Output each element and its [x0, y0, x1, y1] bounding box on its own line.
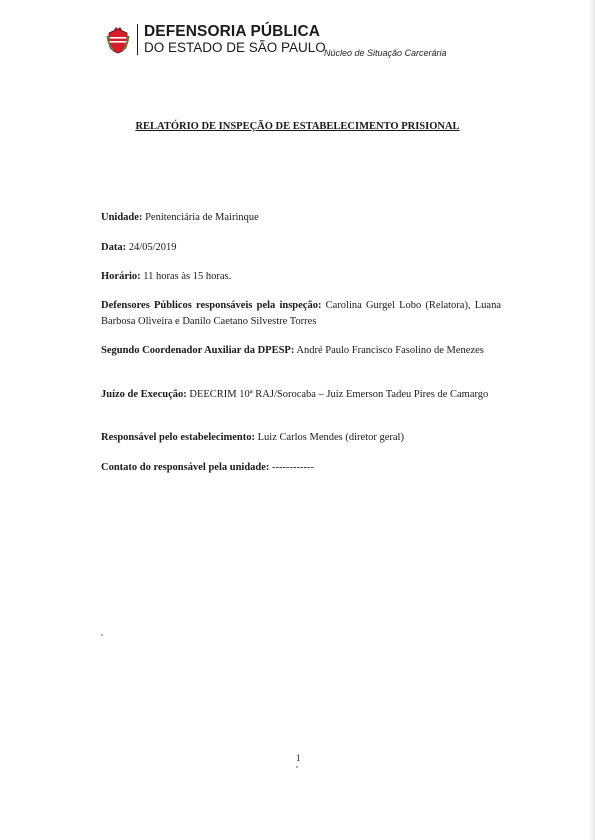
field-label: Defensores Públicos responsáveis pela inspeção: — [101, 300, 322, 311]
header-divider — [137, 24, 138, 55]
nucleus-name: Núcleo de Situação Carcerária — [324, 48, 447, 58]
org-name: DEFENSORIA PÚBLICA — [144, 23, 321, 40]
field-label: Contato do responsável pela unidade: — [101, 462, 270, 473]
report-title: RELATÓRIO DE INSPEÇÃO DE ESTABELECIMENTO PRISIONAL — [135, 121, 460, 132]
field-data — [101, 240, 501, 256]
field-value: André Paulo Francisco Fasolino de Menezes — [294, 345, 484, 356]
field-defensores — [101, 298, 501, 330]
field-value: DEECRIM 10ª RAJ/Sorocaba – Juiz Emerson Tadeu Pires de Camargo — [186, 389, 489, 400]
field-value: 11 horas às 15 horas. — [140, 271, 232, 282]
scan-speck — [101, 634, 103, 636]
scan-speck — [296, 766, 298, 768]
field-label: Horário: — [101, 271, 141, 282]
field-unidade — [101, 210, 501, 226]
field-label: Segundo Coordenador Auxiliar da DPESP: — [101, 345, 295, 356]
field-coordenador — [101, 343, 501, 359]
field-label: Responsável pelo estabelecimento: — [101, 432, 255, 443]
field-label: Data: — [101, 242, 127, 253]
page-number: 1 — [296, 753, 301, 763]
field-label: Juízo de Execução: — [101, 389, 187, 400]
field-value: Penitenciária de Mairinque — [142, 212, 259, 223]
field-juizo — [101, 387, 501, 403]
field-value: 24/05/2019 — [126, 242, 177, 253]
coat-of-arms-logo — [106, 26, 130, 54]
field-horario — [101, 269, 501, 285]
field-responsavel — [101, 430, 501, 446]
field-value: Carolina Gurgel Lobo (Relatora), Luana Barbosa Oliveira e Danilo Caetano Silvestre Torres — [101, 300, 501, 327]
org-state: DO ESTADO DE SÃO PAULO — [144, 40, 326, 55]
field-value: Luiz Carlos Mendes (diretor geral) — [254, 432, 404, 443]
field-value: ------------ — [269, 462, 315, 473]
field-contato — [101, 460, 501, 476]
field-label: Unidade: — [101, 212, 143, 223]
